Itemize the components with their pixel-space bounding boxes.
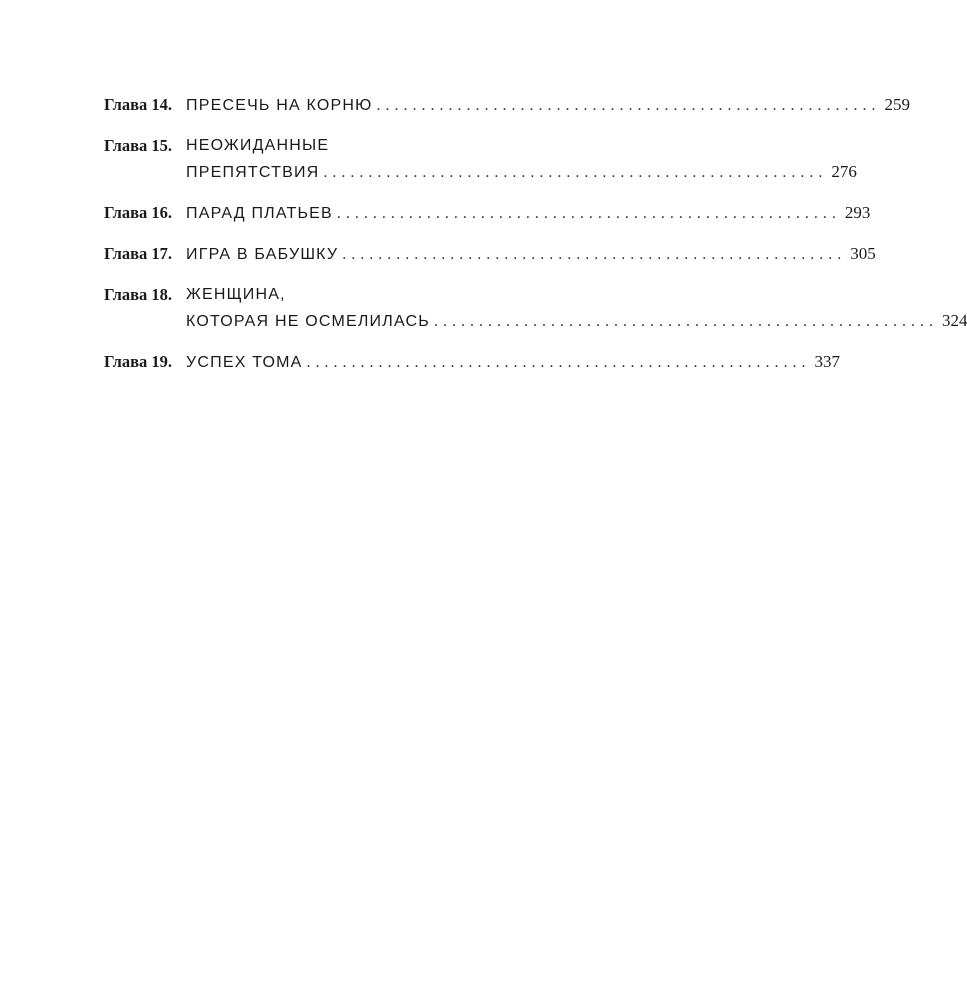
chapter-title-block: [186, 241, 876, 268]
chapter-number: Глава 16.: [104, 203, 173, 222]
chapter-title-line: [186, 159, 857, 186]
chapter-title-line: [186, 349, 840, 376]
chapter-title-block: [186, 349, 840, 376]
page-number: 259: [884, 95, 911, 114]
dot-leader: ........................................................: [433, 313, 938, 330]
chapter-title-line: [186, 92, 910, 119]
page-number: 305: [850, 244, 876, 263]
chapter-title-first-line: НЕОЖИДАННЫЕ: [186, 137, 330, 154]
chapter-title-line: [186, 308, 967, 335]
chapter-title-line: [186, 200, 870, 227]
chapter-number: Глава 19.: [104, 352, 173, 371]
dot-leader: ........................................................: [376, 97, 881, 114]
page-number: 293: [844, 203, 871, 222]
chapter-title: ПРЕПЯТСТВИЯ: [186, 164, 320, 181]
table-of-contents: [104, 92, 967, 390]
page-number: 337: [814, 352, 841, 371]
dot-leader: ........................................................: [336, 205, 841, 222]
page-number: 276: [831, 162, 857, 181]
chapter-title-line: [186, 241, 876, 268]
toc-entry[interactable]: [104, 133, 857, 186]
chapter-number: Глава 14.: [104, 95, 173, 114]
chapter-title-block: [186, 200, 870, 227]
toc-entry[interactable]: [104, 241, 876, 268]
dot-leader: ........................................................: [323, 164, 828, 181]
chapter-number: Глава 17.: [104, 244, 173, 263]
chapter-number: Глава 18.: [104, 285, 173, 304]
toc-entry[interactable]: [104, 200, 871, 227]
toc-entry[interactable]: [104, 282, 967, 335]
toc-entry[interactable]: [104, 92, 911, 119]
chapter-title: ПРЕСЕЧЬ НА КОРНЮ: [186, 97, 373, 114]
chapter-title: ПАРАД ПЛАТЬЕВ: [186, 205, 333, 222]
chapter-title-block: [186, 133, 857, 186]
toc-entry[interactable]: [104, 349, 841, 376]
chapter-title: КОТОРАЯ НЕ ОСМЕЛИЛАСЬ: [186, 313, 430, 330]
page-number: 324: [941, 311, 967, 330]
chapter-title-block: [186, 282, 967, 335]
chapter-number: Глава 15.: [104, 136, 173, 155]
chapter-title: УСПЕХ ТОМА: [186, 354, 303, 371]
chapter-title-first-line: ЖЕНЩИНА,: [186, 286, 286, 303]
chapter-title: ИГРА В БАБУШКУ: [186, 246, 339, 263]
dot-leader: ........................................................: [306, 354, 811, 371]
dot-leader: ........................................................: [342, 246, 847, 263]
chapter-title-block: [186, 92, 910, 119]
